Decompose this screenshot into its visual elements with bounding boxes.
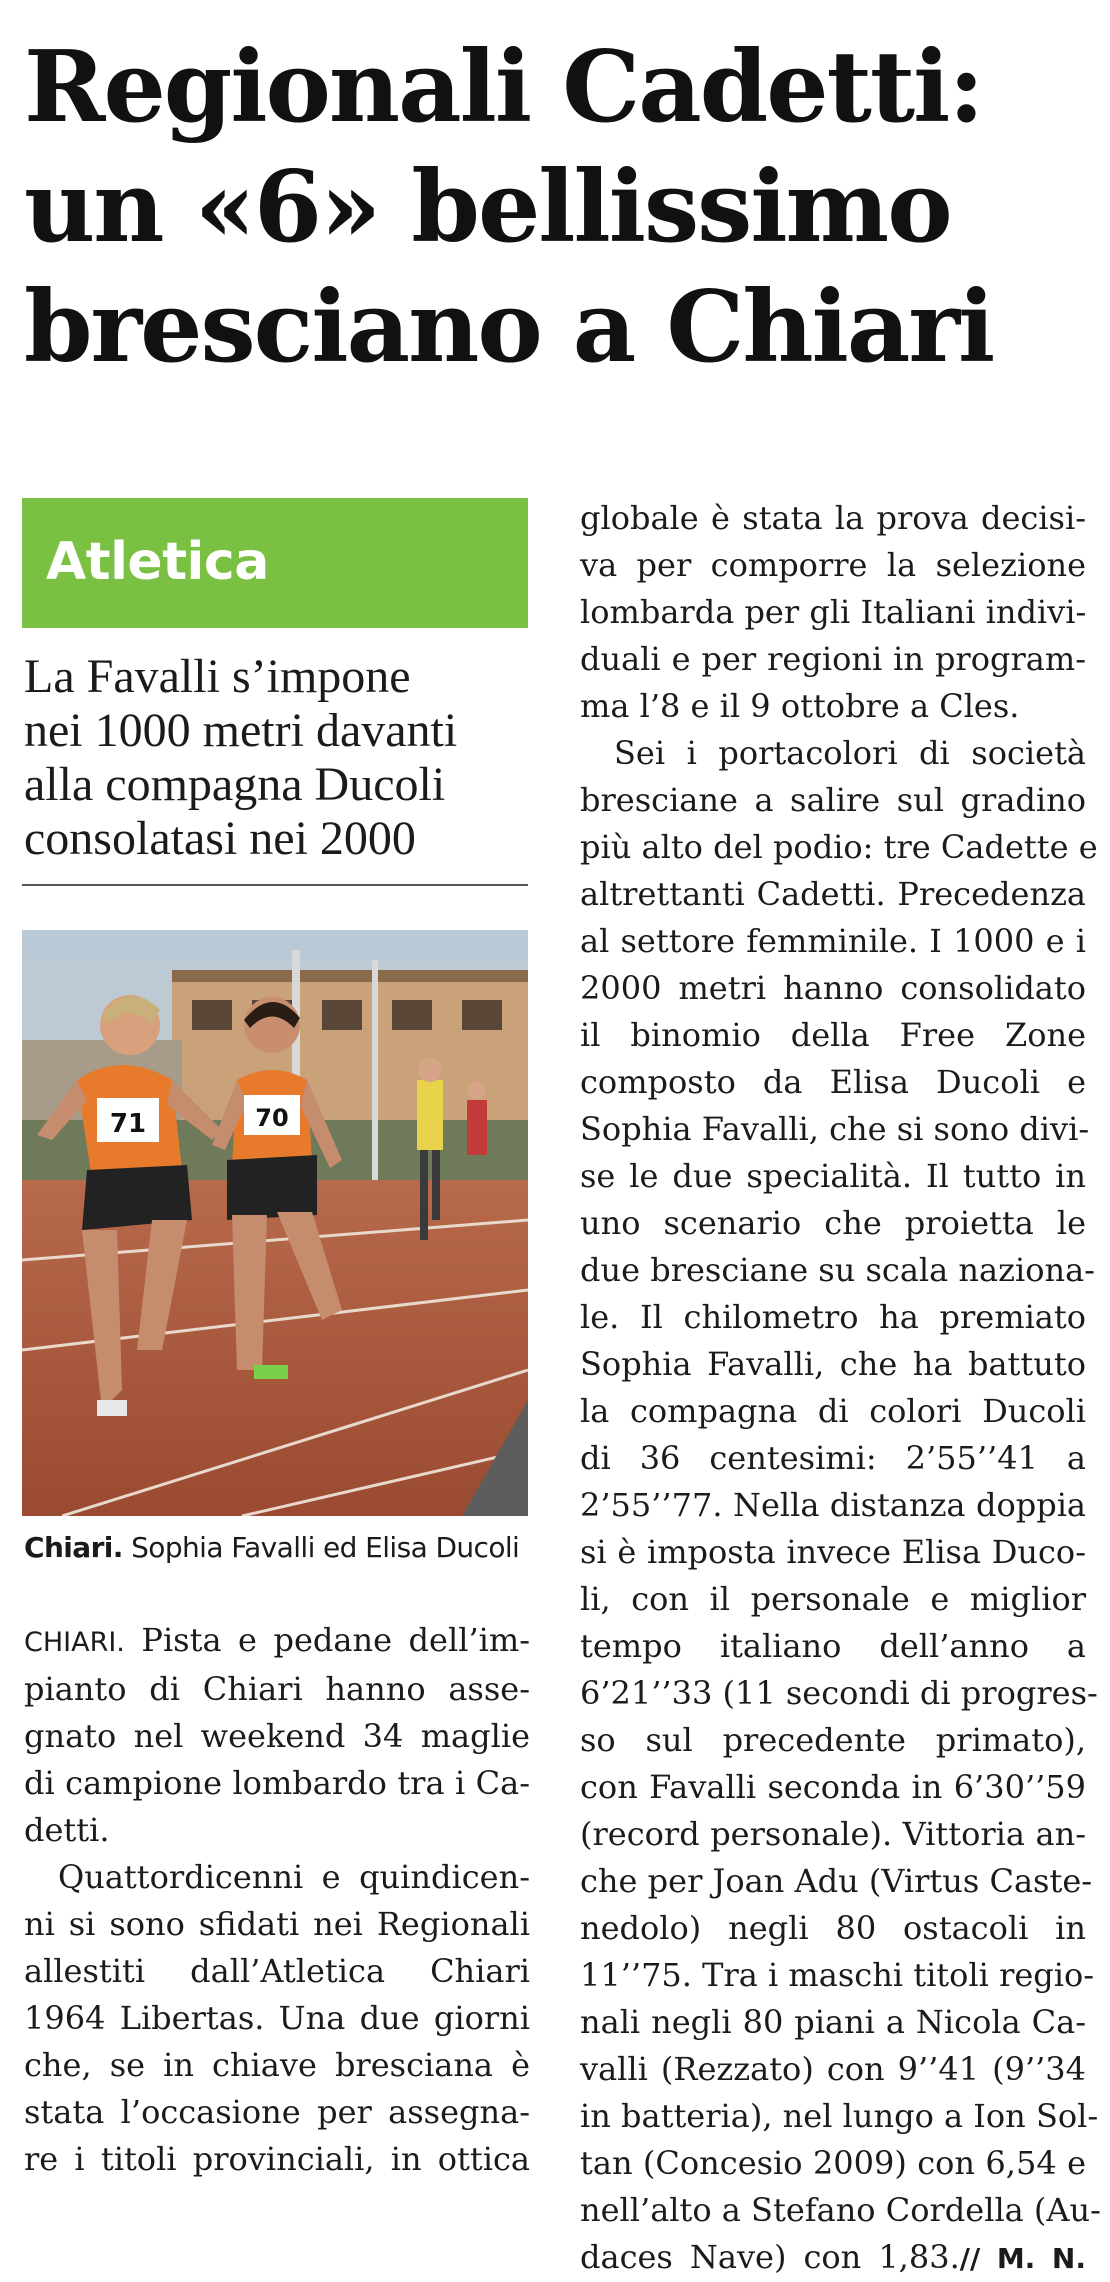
body-line: più alto del podio: tre Cadette e xyxy=(580,828,1098,866)
article-column-left xyxy=(24,1617,530,2183)
body-line: al settore femminile. I 1000 e i xyxy=(580,922,1086,960)
body-line: valli (Rezzato) con 9’’41 (9’’34 xyxy=(580,2050,1086,2088)
body-line: si è imposta invece Elisa Duco- xyxy=(580,1533,1086,1571)
section-kicker xyxy=(22,498,528,628)
body-line: tan (Concesio 2009) con 6,54 e xyxy=(580,2144,1086,2182)
body-line: ni si sono sfidati nei Regionali xyxy=(24,1905,530,1943)
body-line: bresciane a salire sul gradino xyxy=(580,781,1086,819)
body-line: stata l’occasione per assegna- xyxy=(24,2093,530,2131)
headline-line: Regionali Cadetti: xyxy=(24,30,983,145)
body-line: Sophia Favalli, che ha battuto xyxy=(580,1345,1086,1383)
body-line: composto da Elisa Ducoli e xyxy=(580,1063,1086,1101)
body-line-text: Pista e pedane dell’im- xyxy=(124,1621,530,1659)
body-line: detti. xyxy=(24,1811,110,1849)
headline-line: un «6» bellissimo xyxy=(24,150,951,265)
body-line: li, con il personale e miglior xyxy=(580,1580,1086,1618)
body-line: 11’’75. Tra i maschi titoli regio- xyxy=(580,1956,1095,1994)
subheadline-line: nei 1000 metri davanti xyxy=(24,704,458,757)
body-line: che, se in chiave bresciana è xyxy=(24,2046,530,2084)
body-line: so sul precedente primato), xyxy=(580,1721,1086,1759)
body-line: di 36 centesimi: 2’55’’41 a xyxy=(580,1439,1086,1477)
body-line: pianto di Chiari hanno asse- xyxy=(24,1670,530,1708)
body-line: il binomio della Free Zone xyxy=(580,1016,1086,1054)
body-line: va per comporre la selezione xyxy=(580,546,1086,584)
headline-line: bresciano a Chiari xyxy=(24,270,994,385)
body-line: nali negli 80 piani a Nicola Ca- xyxy=(580,2003,1086,2041)
body-line: le. Il chilometro ha premiato xyxy=(580,1298,1086,1336)
body-line: ma l’8 e il 9 ottobre a Cles. xyxy=(580,687,1020,725)
body-line-text: daces Nave) con 1,83. xyxy=(580,2238,960,2276)
author-signature: // M. N. xyxy=(959,2242,1086,2275)
body-line: allestiti dall’Atletica Chiari xyxy=(24,1952,530,1990)
body-line: uno scenario che proietta le xyxy=(580,1204,1086,1242)
body-line: 2’55’’77. Nella distanza doppia xyxy=(580,1486,1086,1524)
body-line: di campione lombardo tra i Ca- xyxy=(24,1764,530,1802)
subheadline-line: La Favalli s’impone xyxy=(24,650,411,703)
body-line: che per Joan Adu (Virtus Caste- xyxy=(580,1862,1093,1900)
body-line: nell’alto a Stefano Cordella (Au- xyxy=(580,2191,1101,2229)
bib-number-71: 71 xyxy=(109,1109,147,1139)
article-column-right xyxy=(580,495,1101,2282)
photo-caption xyxy=(24,1530,534,1566)
body-line: Quattordicenni e quindicen- xyxy=(58,1858,530,1896)
body-line: gnato nel weekend 34 maglie xyxy=(24,1717,530,1755)
article-photo xyxy=(22,930,528,1516)
body-line: 2000 metri hanno consolidato xyxy=(580,969,1086,1007)
body-line: 6’21’’33 (11 secondi di progres- xyxy=(580,1674,1098,1712)
subheadline-line: consolatasi nei 2000 xyxy=(24,812,416,865)
body-line: (record personale). Vittoria an- xyxy=(580,1815,1086,1853)
body-line: duali e per regioni in program- xyxy=(580,640,1086,678)
body-line: Sophia Favalli, che si sono divi- xyxy=(580,1110,1090,1148)
bib-number-70: 70 xyxy=(255,1104,289,1132)
caption-text: Sophia Favalli ed Elisa Ducoli xyxy=(122,1531,520,1564)
body-line: re i titoli provinciali, in ottica xyxy=(24,2140,530,2178)
subheadline xyxy=(24,650,534,866)
divider xyxy=(22,884,528,886)
body-line: se le due specialità. Il tutto in xyxy=(580,1157,1086,1195)
dateline: CHIARI. xyxy=(24,1627,125,1658)
body-line: in batteria), nel lungo a Ion Sol- xyxy=(580,2097,1099,2135)
body-line: Sei i portacolori di società xyxy=(614,734,1086,772)
body-line: 1964 Libertas. Una due giorni xyxy=(24,1999,530,2037)
body-line xyxy=(24,1617,530,1666)
body-line: nedolo) negli 80 ostacoli in xyxy=(580,1909,1086,1947)
section-kicker-label: Atletica xyxy=(46,532,269,592)
caption-lead: Chiari. xyxy=(24,1531,123,1564)
body-line: due bresciane su scala naziona- xyxy=(580,1251,1095,1289)
headline xyxy=(24,28,1094,388)
subheadline-line: alla compagna Ducoli xyxy=(24,758,446,811)
body-line: tempo italiano dell’anno a xyxy=(580,1627,1086,1665)
body-line: lombarda per gli Italiani indivi- xyxy=(580,593,1087,631)
body-line: globale è stata la prova decisi- xyxy=(580,499,1086,537)
body-line: con Favalli seconda in 6’30’’59 xyxy=(580,1768,1086,1806)
body-line: la compagna di colori Ducoli xyxy=(580,1392,1086,1430)
body-line: altrettanti Cadetti. Precedenza xyxy=(580,875,1086,913)
body-line xyxy=(580,2234,1086,2282)
